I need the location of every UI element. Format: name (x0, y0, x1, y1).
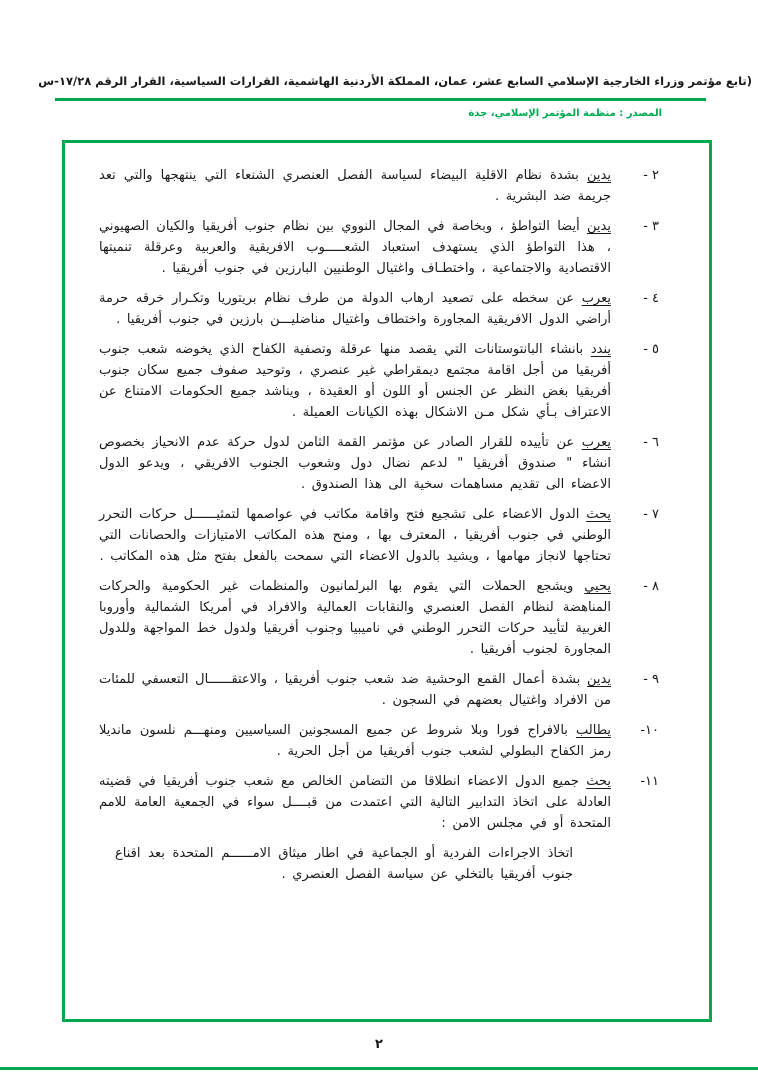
list-item (99, 576, 659, 660)
item-lead-word: يدين (587, 219, 611, 234)
item-number: ١١- (640, 774, 659, 789)
item-rest-text: بالافراج فورا وبلا شروط عن جميع المسجونين السياسيين ومنهـــم نلسون مانديلا رمز الكفاح البطولي لشعب جنوب أفريقيا من أجل الحرية . (99, 723, 611, 759)
source-line: المصدر : منظمة المؤتمر الإسلامي، جدة (468, 108, 662, 119)
item-rest-text: بشدة نظام الاقلية البيضاء لسياسة الفصل العنصري الشنعاء التي ينتهجها والتي تعد جريمة ضد البشرية . (99, 168, 611, 204)
item-rest-text: عن تأييده للقرار الصادر عن مؤتمر القمة الثامن لدول حركة عدم الانحياز بخصوص انشاء " صندوق أفريقيا " لدعم نضال دول وشعوب الجنوب الافريقي ، ويدعو الدول الاعضاء الى تقديم مساهمات سخية الى هذا الصندوق . (99, 435, 611, 492)
item-number: ١٠- (640, 723, 659, 738)
list-item (99, 720, 659, 762)
item-lead-word: يدين (587, 672, 611, 687)
item-rest-text: بانشاء البانتوستانات التي يقصد منها عرقلة وتصفية الكفاح الذي يخوضه شعب جنوب أفريقيا من أجل اقامة مجتمع ديمقراطي غير عنصري ، وتوحيد صفوف جميع سكان جنوب أفريقيا بغض النظر عن الجنس أو اللون أو العقيدة ، ويناشد جميع الحكومات الامتناع عن الاعتراف بـأي شكل مـن الاشكال بهذه الكيانات العميلة . (99, 342, 611, 420)
list-item (99, 339, 659, 423)
item-number: ٨ - (643, 579, 659, 594)
item-text (99, 339, 611, 423)
list-item (99, 771, 659, 834)
item-lead-word: يحيي (584, 579, 611, 594)
list-item (99, 504, 659, 567)
item-number: ٦ - (643, 435, 659, 450)
item-text (99, 165, 611, 207)
sub-paragraph: اتخاذ الاجراءات الفردية أو الجماعية في اطار ميثاق الامــــــم المتحدة بعد اقناع جنوب أفريقيا بالتخلي عن سياسة الفصل العنصري . (115, 846, 573, 882)
content-border-box (62, 140, 712, 1022)
item-lead-word: يطالب (576, 723, 611, 738)
item-text (99, 720, 611, 762)
item-text (99, 216, 611, 279)
item-text (99, 576, 611, 660)
item-lead-word: يندد (590, 342, 611, 357)
footer-divider-rule (0, 1067, 758, 1070)
list-item (99, 165, 659, 207)
resolution-items (99, 165, 659, 834)
item-number: ٧ - (643, 507, 659, 522)
item-text (99, 288, 611, 330)
item-text (99, 669, 611, 711)
item-rest-text: بشدة أعمال القمع الوحشية ضد شعب جنوب أفريقيا ، والاعتقــــــال التعسفي للمئات من الافراد واغتيال بعضهم في السجون . (99, 672, 611, 708)
header-divider-rule (55, 98, 706, 101)
item-text (99, 504, 611, 567)
item-lead-word: يعرب (581, 435, 611, 450)
resolution-body (65, 143, 709, 899)
item-number: ٩ - (643, 672, 659, 687)
item-number: ٢ - (643, 168, 659, 183)
page-number: ٢ (375, 1037, 383, 1052)
list-item (99, 669, 659, 711)
item-lead-word: يعرب (581, 291, 611, 306)
item-rest-text: أيضا التواطؤ ، وبخاصة في المجال النووي بين نظام جنوب أفريقيا والكيان الصهيوني ، هذا التواطؤ الذي يستهدف استعباد الشعـــــوب الافريقية والعربية وعرقلة تنميتها الاقتصادية والاجتماعية ، واختطـاف واغتيال الوطنيين البارزين في جنوب أفريقيا . (99, 219, 611, 276)
document-header-title: (تابع مؤتمر وزراء الخارجية الإسلامي السابع عشر، عمان، المملكة الأردنية الهاشمية، القرارات السياسية، القرار الرقم ١٧/٢٨-س (38, 74, 752, 88)
item-rest-text: ويشجع الحملات التي يقوم بها البرلمانيون والمنظمات غير الحكومية والحركات المناهضة لنظام الفصل العنصري والنقابات العمالية والافراد في أمريكا الشمالية وأوروبا الغربية لتأييد حركات التحرر الوطني في ناميبيا وجنوب أفريقيا ولدول خط المواجهة وللدول المجاورة لجنوب أفريقيا . (99, 579, 611, 657)
item-lead-word: يحث (586, 507, 611, 522)
item-number: ٥ - (643, 342, 659, 357)
item-text (99, 771, 611, 834)
item-rest-text: عن سخطه على تصعيد ارهاب الدولة من طرف نظام بريتوريا وتكـرار خرقه حرمة أراضي الدول الافريقية المجاورة واختطاف واغتيال مناضليـــن بارزين في جنوب أفريقيا . (99, 291, 611, 327)
item-rest-text: الدول الاعضاء على تشجيع فتح واقامة مكاتب في عواصمها لتمثيــــــل حركات التحرر الوطني في جنوب أفريقيا ، المعترف بها ، ومنح هذه المكاتب الامتيازات والحصانات التي تحتاجها لانجاز مهامها ، ويشيد بالدول الاعضاء التي سمحت بالفعل بفتح مثل هذه المكاتب . (99, 507, 611, 564)
list-item (99, 432, 659, 495)
list-item (99, 216, 659, 279)
item-lead-word: يحث (586, 774, 611, 789)
item-text (99, 432, 611, 495)
item-rest-text: جميع الدول الاعضاء انطلاقا من التضامن الخالص مع شعب جنوب أفريقيا في قضيته العادلة على اتخاذ التدابير التالية التي اعتمدت من قبــــل سواء في الجمعية العامة للامم المتحدة أو في مجلس الامن : (99, 774, 611, 831)
list-item (99, 288, 659, 330)
item-number: ٣ - (643, 219, 659, 234)
item-number: ٤ - (643, 291, 659, 306)
item-lead-word: يدين (587, 168, 611, 183)
